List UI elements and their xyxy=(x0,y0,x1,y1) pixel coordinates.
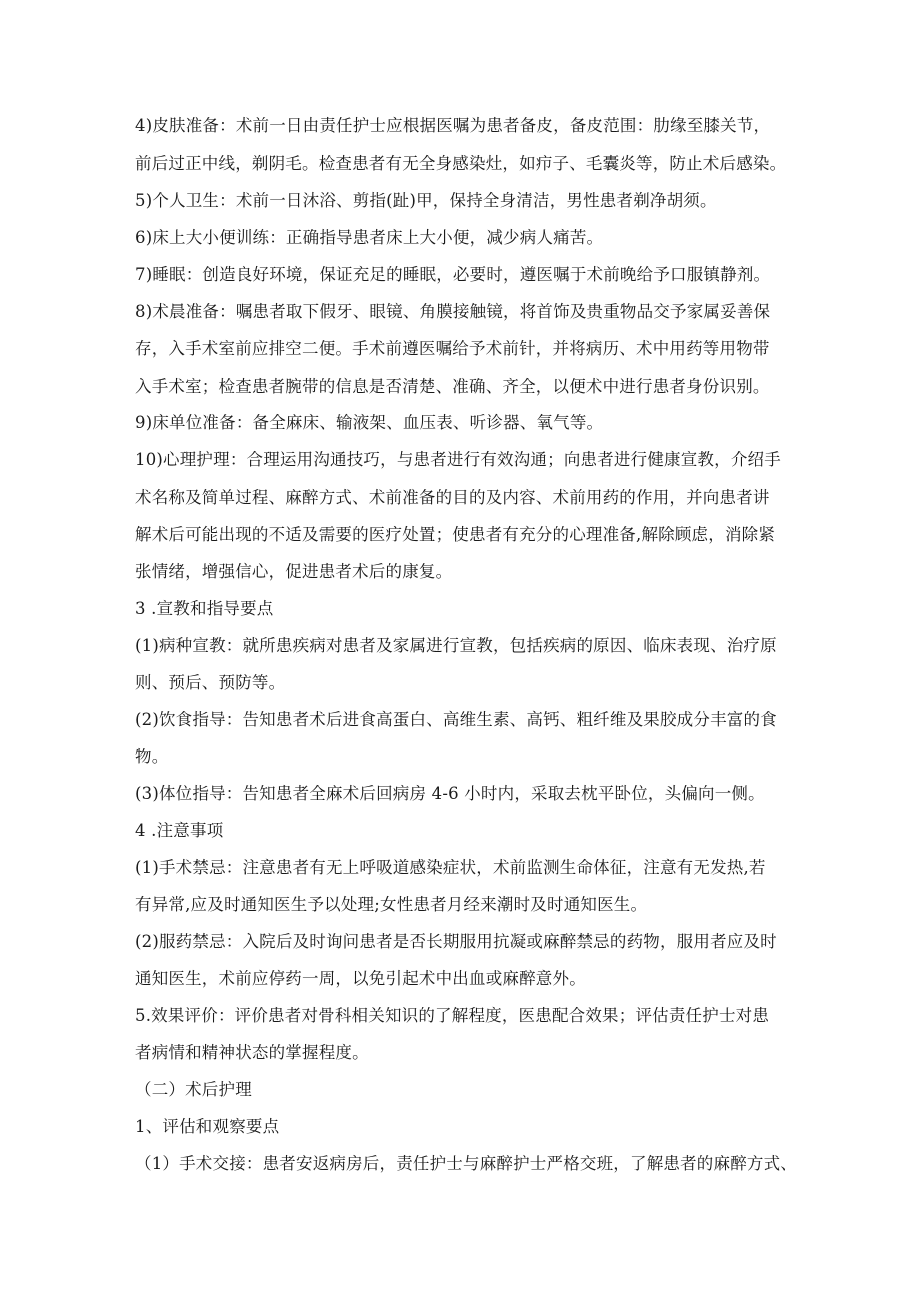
text-line: 有异常,应及时通知医生予以处理;女性患者月经来潮时及时通知医生。 xyxy=(135,895,648,914)
text-line: 前后过正中线，剃阴毛。检查患者有无全身感染灶，如疖子、毛囊炎等，防止术后感染。 xyxy=(135,154,787,173)
text-line: 10)心理护理：合理运用沟通技巧，与患者进行有效沟通；向患者进行健康宣教，介绍手 xyxy=(135,450,781,469)
text-line: 7)睡眠：创造良好环境，保证充足的睡眠，必要时，遵医嘱于术前晚给予口服镇静剂。 xyxy=(135,265,771,284)
text-line: (3)体位指导：告知患者全麻术后回病房 4-6 小时内，采取去枕平卧位，头偏向一侧。 xyxy=(135,784,765,803)
text-line: 存，入手术室前应排空二便。手术前遵医嘱给予术前针，并将病历、术中用药等用物带 xyxy=(135,339,770,358)
text-line: 入手术室；检查患者腕带的信息是否清楚、准确、齐全，以便术中进行患者身份识别。 xyxy=(135,377,770,396)
section-heading: 1、评估和观察要点 xyxy=(135,1117,280,1136)
text-line: (2)服药禁忌：入院后及时询问患者是否长期服用抗凝或麻醉禁忌的药物，服用者应及时 xyxy=(135,932,777,951)
text-line: 6)床上大小便训练：正确指导患者床上大小便，减少病人痛苦。 xyxy=(135,228,604,247)
text-line: 4)皮肤准备：术前一日由责任护士应根据医嘱为患者备皮，备皮范围：肋缘至膝关节， xyxy=(135,116,771,135)
text-line: 张情绪，增强信心，促进患者术后的康复。 xyxy=(135,562,453,581)
section-heading: （二）术后护理 xyxy=(135,1080,252,1099)
text-line: 则、预后、预防等。 xyxy=(135,673,286,692)
text-line: 解术后可能出现的不适及需要的医疗处置；使患者有充分的心理准备,解除顾虑，消除紧 xyxy=(135,525,776,544)
text-line: （1）手术交接：患者安返病房后，责任护士与麻醉护士严格交班，了解患者的麻醉方式、 xyxy=(135,1154,797,1173)
text-line: 物。 xyxy=(135,747,169,766)
text-line: (1)手术禁忌：注意患者有无上呼吸道感染症状，术前监测生命体征，注意有无发热,若 xyxy=(135,858,766,877)
section-heading: 4 .注意事项 xyxy=(135,821,224,840)
text-line: 9)床单位准备：备全麻床、输液架、血压表、听诊器、氧气等。 xyxy=(135,413,604,432)
text-line: 8)术晨准备：嘱患者取下假牙、眼镜、角膜接触镜，将首饰及贵重物品交予家属妥善保 xyxy=(135,302,771,321)
text-line: 5.效果评价：评价患者对骨科相关知识的了解程度，医患配合效果；评估责任护士对患 xyxy=(135,1006,770,1025)
text-line: 通知医生，术前应停药一周，以免引起术中出血或麻醉意外。 xyxy=(135,969,586,988)
text-line: 5)个人卫生：术前一日沐浴、剪指(趾)甲，保持全身清洁，男性患者剃净胡须。 xyxy=(135,191,717,210)
text-line: (1)病种宣教：就所患疾病对患者及家属进行宣教，包括疾病的原因、临床表现、治疗原 xyxy=(135,636,777,655)
section-heading: 3 .宣教和指导要点 xyxy=(135,599,274,618)
text-line: 者病情和精神状态的掌握程度。 xyxy=(135,1043,369,1062)
text-line: (2)饮食指导：告知患者术后进食高蛋白、高维生素、高钙、粗纤维及果胶成分丰富的食 xyxy=(135,710,777,729)
text-line: 术名称及简单过程、麻醉方式、术前准备的目的及内容、术前用药的作用，并向患者讲 xyxy=(135,488,770,507)
